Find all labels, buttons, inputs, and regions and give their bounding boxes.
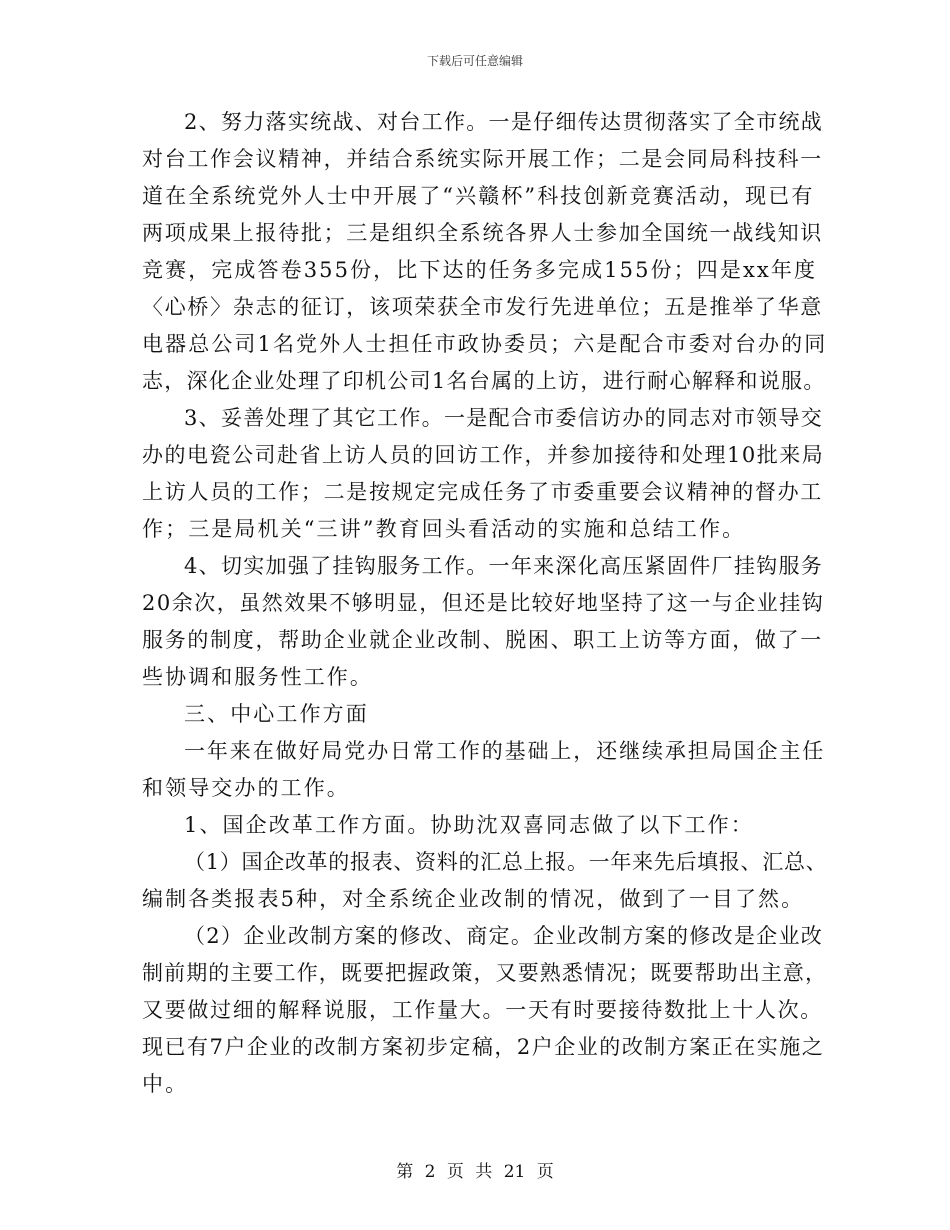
- text-line: 和领导交办的工作。: [142, 776, 350, 800]
- text-line: 1、国企改革工作方面。协助沈双喜同志做了以下工作：: [184, 813, 754, 837]
- text-line: 对台工作会议精神，并结合系统实际开展工作；二是会同局科技科一: [142, 147, 823, 171]
- page-header: 下载后可任意编辑: [426, 54, 523, 68]
- text-line: 竞赛，完成答卷355份，比下达的任务多完成155份；四是xx年度: [142, 258, 818, 282]
- text-line: 编制各类报表5种，对全系统企业改制的情况，做到了一目了然。: [142, 887, 805, 911]
- text-line: 中。: [142, 1072, 189, 1096]
- text-line: 〈心桥〉杂志的征订，该项荣获全市发行先进单位；五是推举了华意: [142, 295, 823, 319]
- text-line: （2）企业改制方案的修改、商定。企业改制方案的修改是企业改: [184, 924, 824, 948]
- text-line: 20余次，虽然效果不够明显，但还是比较好地坚持了这一与企业挂钩: [142, 591, 825, 615]
- text-line: 一年来在做好局党办日常工作的基础上，还继续承担局国企主任: [184, 739, 826, 763]
- text-line: 作；三是局机关“三讲”教育回头看活动的实施和总结工作。: [142, 517, 746, 541]
- text-line: 些协调和服务性工作。: [142, 665, 373, 689]
- section-heading: 三、中心工作方面: [184, 702, 369, 726]
- text-line: 2、努力落实统战、对台工作。一是仔细传达贯彻落实了全市统战: [184, 110, 824, 134]
- text-line: 3、妥善处理了其它工作。一是配合市委信访办的同志对市领导交: [184, 406, 824, 430]
- text-line: 又要做过细的解释说服，工作量大。一天有时要接待数批上十人次。: [142, 998, 823, 1022]
- text-line: 电器总公司1名党外人士担任市政协委员；六是配合市委对台办的同: [142, 332, 828, 356]
- text-line: 服务的制度，帮助企业就企业改制、脱困、职工上访等方面，做了一: [142, 628, 823, 652]
- text-line: 4、切实加强了挂钩服务工作。一年来深化高压紧固件厂挂钩服务: [184, 554, 824, 578]
- text-line: 制前期的主要工作，既要把握政策，又要熟悉情况；既要帮助出主意，: [142, 961, 828, 985]
- text-line: 现已有7户企业的改制方案初步定稿，2户企业的改制方案正在实施之: [142, 1035, 825, 1059]
- text-line: 志，深化企业处理了印机公司1名台属的上访，进行耐心解释和说服。: [142, 369, 826, 393]
- text-line: （1）国企改革的报表、资料的汇总上报。一年来先后填报、汇总、: [184, 850, 828, 874]
- text-line: 两项成果上报待批；三是组织全系统各界人士参加全国统一战线知识: [142, 221, 823, 245]
- text-line: 办的电瓷公司赴省上访人员的回访工作，并参加接待和处理10批来局: [142, 443, 825, 467]
- page-number: 第 2 页 共 21 页: [396, 1162, 554, 1182]
- text-line: 上访人员的工作；二是按规定完成任务了市委重要会议精神的督办工: [142, 480, 823, 504]
- text-line: 道在全系统党外人士中开展了“兴赣杯”科技创新竞赛活动，现已有: [142, 184, 815, 208]
